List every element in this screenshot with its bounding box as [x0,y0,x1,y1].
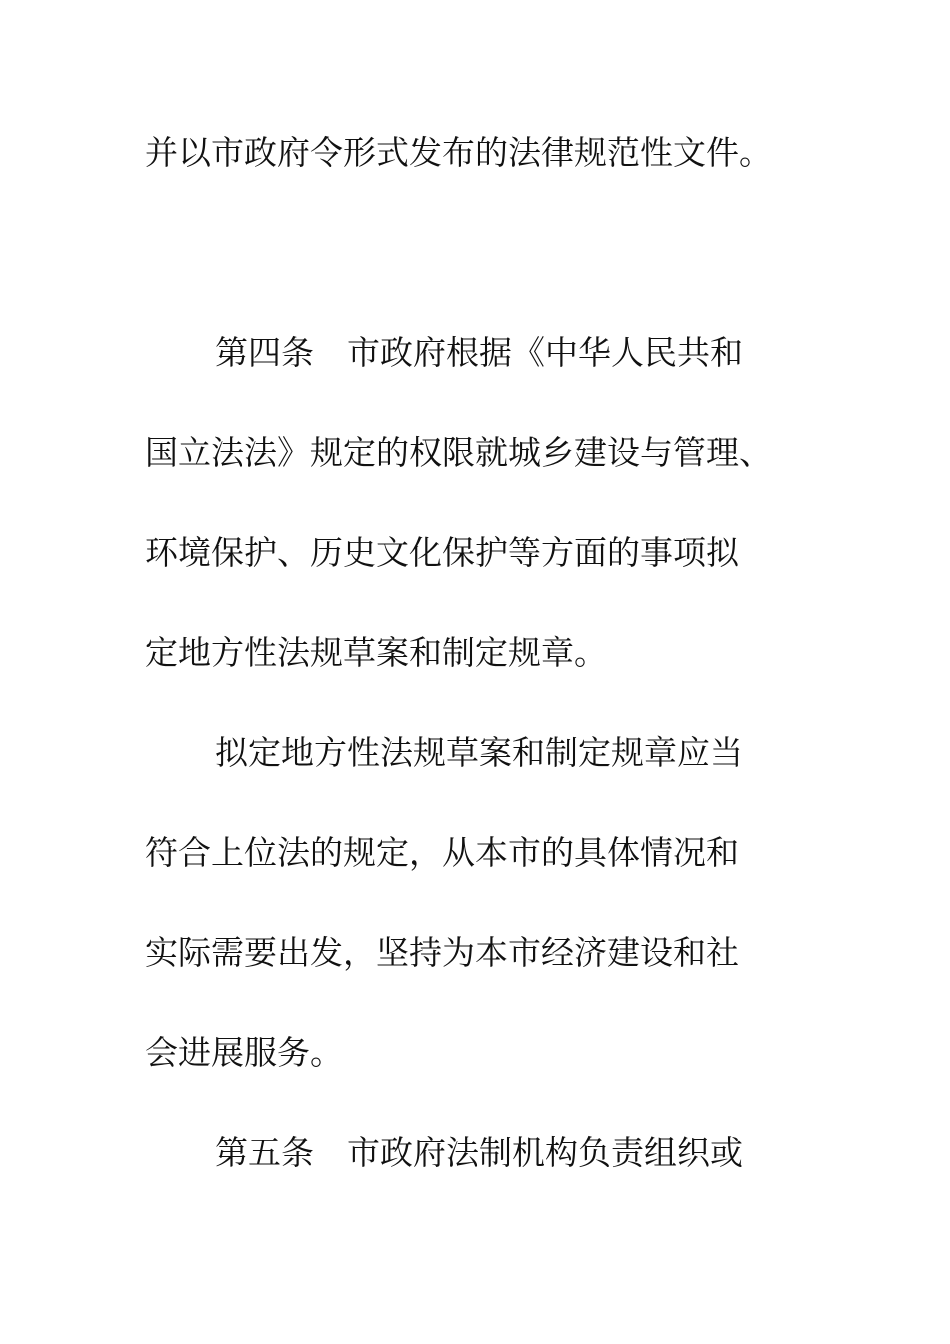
text-line: 并以市政府令形式发布的法律规范性文件。 [145,133,772,172]
text-line: 会进展服务。 [145,1033,343,1072]
article-5-heading-line: 第五条 市政府法制机构负责组织或 [215,1133,743,1172]
text-line: 环境保护、历史文化保护等方面的事项拟 [145,533,739,572]
text-line: 国立法法》规定的权限就城乡建设与管理、 [145,433,772,472]
text-line: 定地方性法规草案和制定规章。 [145,633,607,672]
paragraph-start-line: 拟定地方性法规草案和制定规章应当 [215,733,743,772]
article-4-heading-line: 第四条 市政府根据《中华人民共和 [215,333,743,372]
text-line: 符合上位法的规定，从本市的具体情况和 [145,833,739,872]
text-line: 实际需要出发，坚持为本市经济建设和社 [145,933,739,972]
